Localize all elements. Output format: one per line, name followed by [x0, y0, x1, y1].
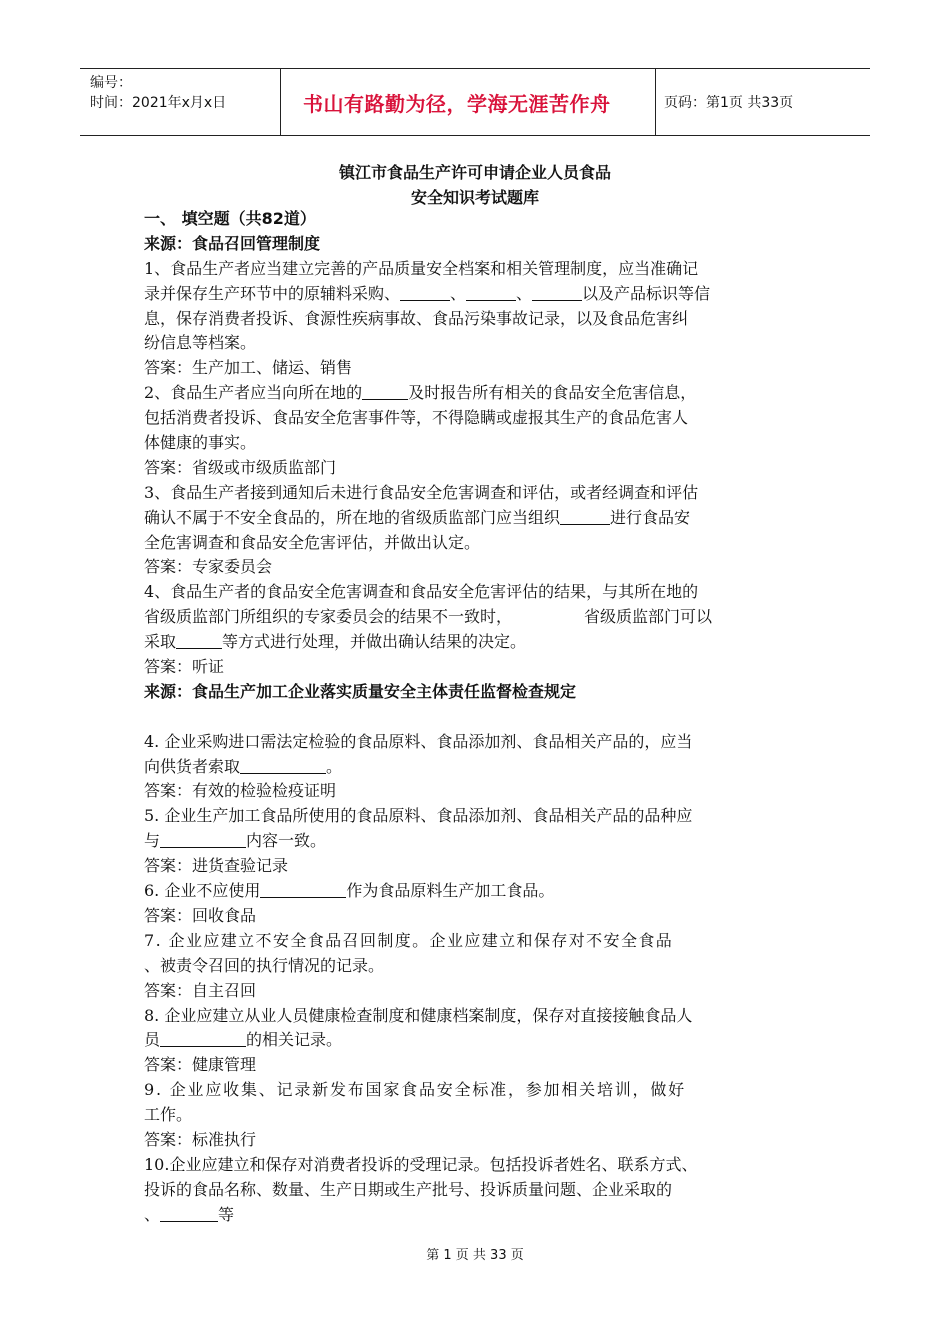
- question-1-line-3: 息，保存消费者投诉、食源性疾病事故、食品污染事故记录，以及食品危害纠: [144, 308, 689, 328]
- number-label: 编号：: [90, 75, 132, 91]
- question-1-line-2: [144, 282, 808, 307]
- text-segment: 等方式进行处理，并做出确认结果的决定。: [222, 632, 527, 652]
- fill-blank: [560, 508, 610, 525]
- text-segment: 等: [218, 1204, 235, 1224]
- fill-blank: [400, 284, 450, 301]
- question-8-line-1: 7. 企业应建立不安全食品召回制度。企业应建立和保存对不安全食品: [144, 930, 674, 950]
- source-heading-1: 来源：食品召回管理制度: [144, 233, 321, 253]
- header-meta: [80, 69, 280, 135]
- document-header: [80, 68, 870, 136]
- text-segment: 录并保存生产环节中的原辅料采购、: [144, 283, 401, 303]
- question-3-line-1: 3、食品生产者接到通知后未进行食品安全危害调查和评估，或者经调查和评估: [144, 482, 699, 502]
- doc-title-line2: 安全知识考试题库: [410, 188, 539, 207]
- answer-9: 答案：健康管理: [144, 1055, 257, 1075]
- question-10-line-1: 9. 企业应收集、记录新发布国家食品安全标准，参加相关培训，做好: [144, 1080, 686, 1100]
- question-4-line-3: [144, 630, 808, 655]
- text-segment: 作为食品原料生产加工食品。: [346, 881, 555, 901]
- fill-blank: [362, 383, 408, 400]
- source-heading-2: 来源：食品生产加工企业落实质量安全主体责任监督检查规定: [144, 681, 577, 701]
- fill-blank: [466, 284, 516, 301]
- question-11-line-2: 投诉的食品名称、数量、生产日期或生产批号、投诉质量问题、企业采取的: [144, 1179, 673, 1199]
- question-6-line-2: [144, 829, 808, 854]
- question-3-line-3: 全危害调查和食品安全危害评估，并做出认定。: [144, 532, 481, 552]
- text-segment: 。: [326, 756, 343, 776]
- answer-7: 答案：回收食品: [144, 905, 257, 925]
- question-3-line-2: [144, 506, 808, 531]
- answer-10: 答案：标准执行: [144, 1129, 257, 1149]
- section-heading: 一、 填空题（共82道）: [144, 209, 316, 228]
- text-segment: 与: [144, 831, 161, 851]
- document-body: [144, 207, 808, 1228]
- question-1-line-1: 1、食品生产者应当建立完善的产品质量安全档案和相关管理制度，应当准确记: [144, 258, 699, 278]
- question-10-line-2: 工作。: [144, 1105, 193, 1125]
- question-2-line-2: 包括消费者投诉、食品安全危害事件等，不得隐瞒或虚报其生产的食品危害人: [144, 408, 689, 428]
- text-segment: 2、食品生产者应当向所在地的: [144, 383, 363, 403]
- time-label: 时间：2021年x月x日: [90, 95, 227, 111]
- answer-1: 答案：生产加工、储运、销售: [144, 358, 353, 378]
- page-footer: 第 1 页 共 33 页: [426, 1248, 524, 1263]
- answer-4: 答案：听证: [144, 657, 225, 677]
- question-4-line-1: 4、食品生产者的食品安全危害调查和食品安全危害评估的结果，与其所在地的: [144, 582, 699, 602]
- header-motto-cell: [280, 69, 656, 135]
- fill-blank: [240, 757, 326, 774]
- header-page-cell: [656, 69, 870, 135]
- answer-3: 答案：专家委员会: [144, 557, 273, 577]
- text-segment: 进行食品安: [610, 507, 691, 527]
- question-2-line-1: [144, 381, 808, 406]
- question-6-line-1: 5. 企业生产加工食品所使用的食品原料、食品添加剂、食品相关产品的品种应: [144, 806, 693, 826]
- text-segment: 确认不属于不安全食品的，所在地的省级质监部门应当组织: [144, 507, 561, 527]
- text-segment: 省级质监部门可以: [584, 607, 713, 627]
- motto: 书山有路勤为径，学海无涯苦作舟: [303, 91, 611, 116]
- question-11-line-1: 10.企业应建立和保存对消费者投诉的受理记录。包括投诉者姓名、联系方式、: [144, 1154, 698, 1174]
- fill-blank: [160, 1030, 246, 1047]
- answer-6: 答案：进货查验记录: [144, 856, 289, 876]
- question-2-line-3: 体健康的事实。: [144, 433, 257, 453]
- fill-blank: [176, 632, 222, 649]
- answer-2: 答案：省级或市级质监部门: [144, 457, 337, 477]
- question-4-line-2: [144, 605, 808, 630]
- fill-blank: [160, 831, 246, 848]
- question-11-line-3: [144, 1203, 808, 1228]
- question-1-line-4: 纷信息等档案。: [144, 333, 257, 353]
- blank-line: [144, 705, 808, 730]
- text-segment: 员: [144, 1030, 161, 1050]
- fill-blank: [260, 881, 346, 898]
- text-segment: 采取: [144, 632, 177, 652]
- text-segment: 及时报告所有相关的食品安全危害信息，: [408, 383, 697, 403]
- text-segment: 、: [516, 283, 533, 303]
- question-5-line-2: [144, 755, 808, 780]
- question-7-line-1: [144, 879, 808, 904]
- question-9-line-2: [144, 1028, 808, 1053]
- page-info: 页码：第1页 共33页: [664, 95, 794, 111]
- text-segment: 6. 企业不应使用: [144, 881, 261, 901]
- answer-8: 答案：自主召回: [144, 980, 257, 1000]
- text-segment: 内容一致。: [246, 831, 327, 851]
- text-segment: 的相关记录。: [246, 1030, 343, 1050]
- text-segment: 省级质监部门所组织的专家委员会的结果不一致时，: [144, 607, 513, 627]
- doc-title-line1: 镇江市食品生产许可申请企业人员食品: [338, 163, 611, 182]
- text-segment: 向供货者索取: [144, 756, 241, 776]
- question-9-line-1: 8. 企业应建立从业人员健康检查制度和健康档案制度，保存对直接接触食品人: [144, 1005, 693, 1025]
- text-segment: 、: [450, 283, 467, 303]
- fill-blank: [160, 1205, 218, 1222]
- text-segment: 以及产品标识等信: [582, 283, 711, 303]
- fill-blank: [532, 284, 582, 301]
- text-segment: 、: [144, 1204, 161, 1224]
- question-5-line-1: 4. 企业采购进口需法定检验的食品原料、食品添加剂、食品相关产品的，应当: [144, 731, 693, 751]
- answer-5: 答案：有效的检验检疫证明: [144, 781, 337, 801]
- question-8-line-2: 、被责令召回的执行情况的记录。: [144, 955, 385, 975]
